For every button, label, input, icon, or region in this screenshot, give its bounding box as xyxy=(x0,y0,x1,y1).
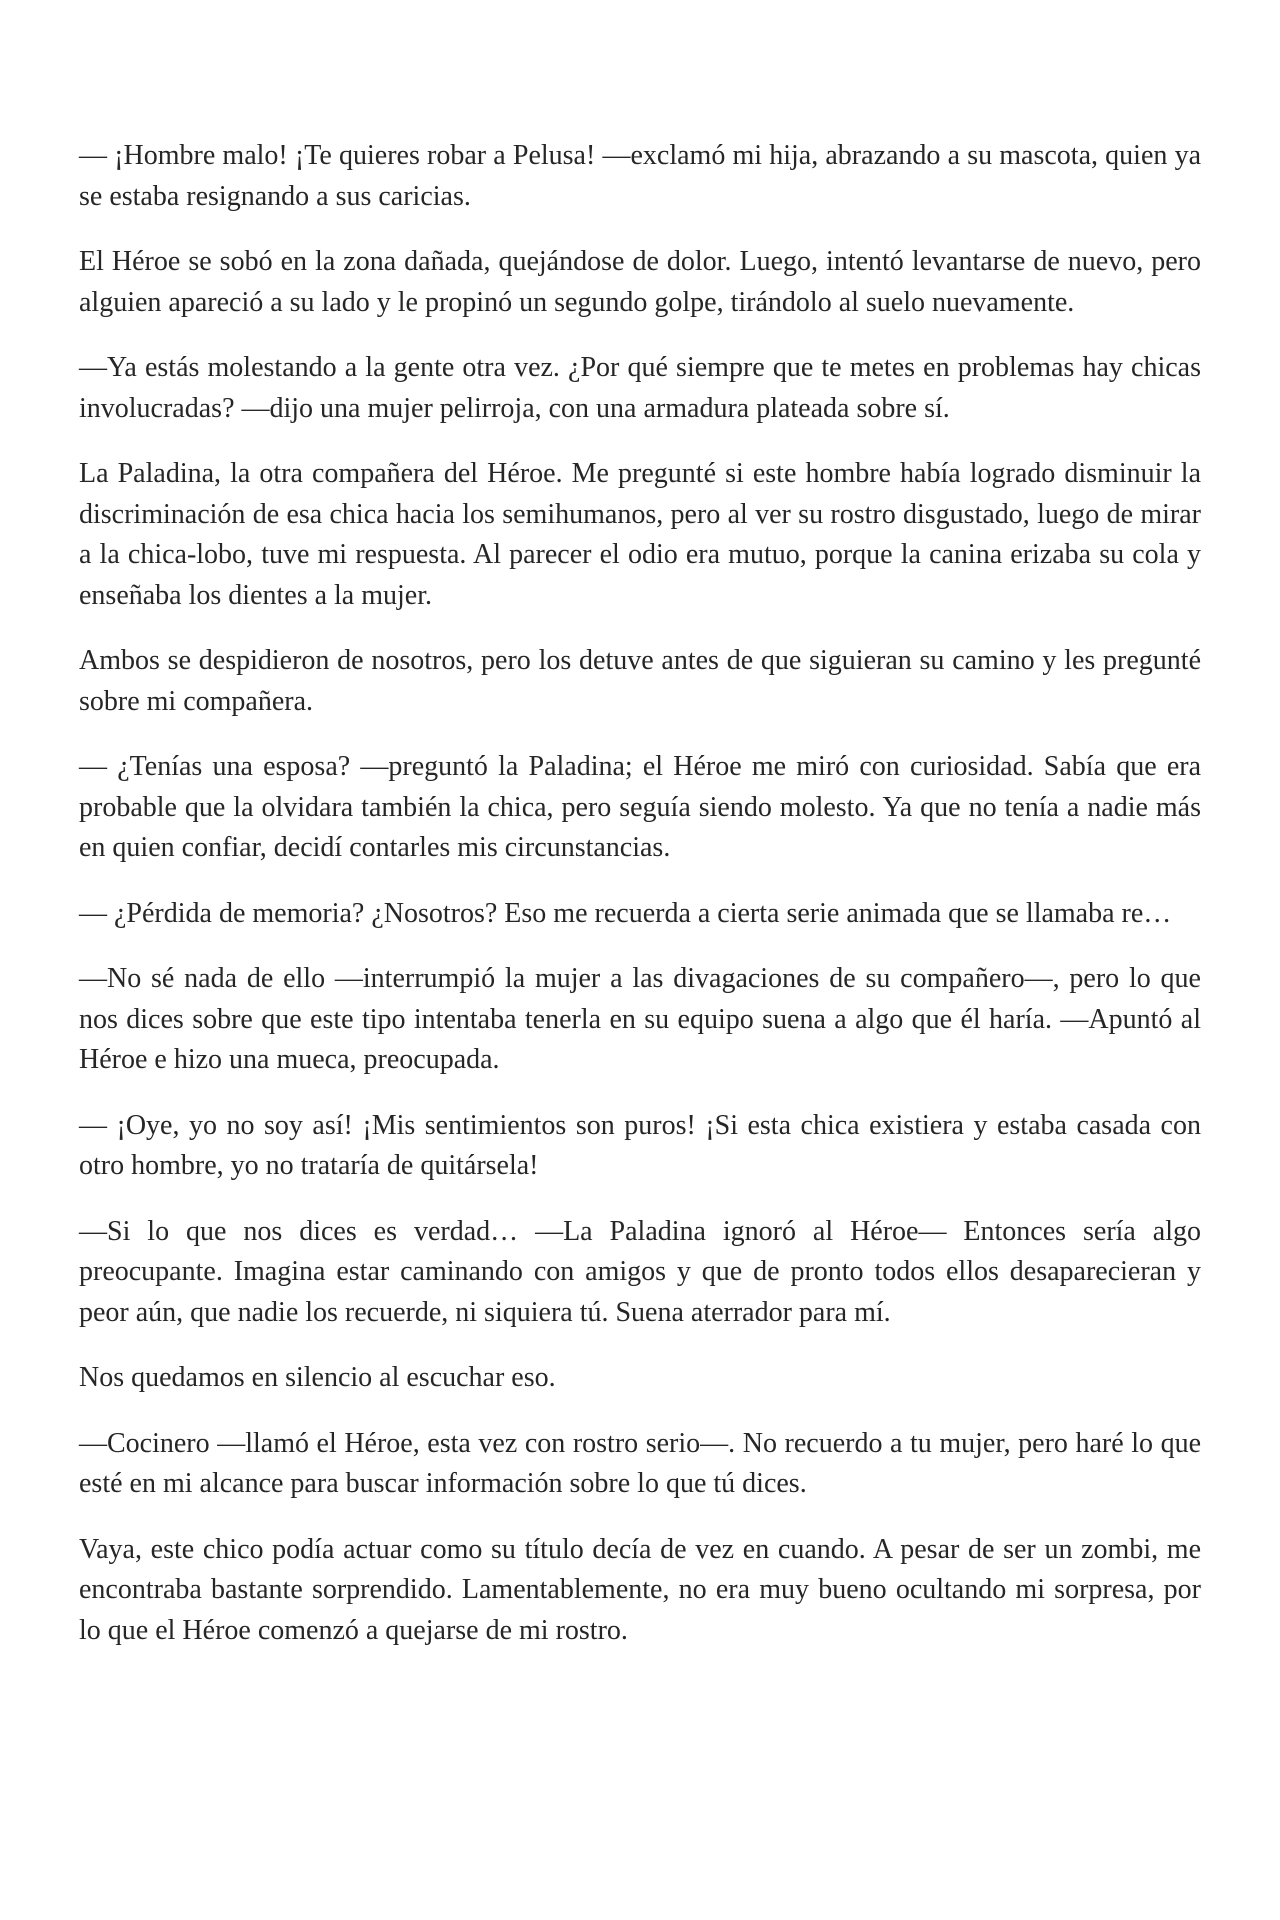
paragraph-11: Nos quedamos en silencio al escuchar eso. xyxy=(79,1362,556,1393)
paragraph-12: —Cocinero —llamó el Héroe, esta vez con rostro serio—. No recuerdo a tu mujer, pero haré lo que esté en mi alcance para buscar información sobre lo que tú dices. xyxy=(79,1427,1201,1499)
paragraph-13: Vaya, este chico podía actuar como su título decía de vez en cuando. A pesar de ser un zombi, me encontraba bastante sorprendido. Lamentablemente, no era muy bueno ocultando mi sorpresa, por lo que el Héroe comenzó a quejarse de mi rostro. xyxy=(79,1533,1201,1646)
paragraph-4: La Paladina, la otra compañera del Héroe. Me pregunté si este hombre había logrado disminuir la discriminación de esa chica hacia los semihumanos, pero al ver su rostro disgustado, luego de mirar a la chica-lobo, tuve mi respuesta. Al parecer el odio era mutuo, porque la canina erizaba su cola y enseñaba los dientes a la mujer. xyxy=(79,458,1201,611)
paragraph-3: —Ya estás molestando a la gente otra vez. ¿Por qué siempre que te metes en problemas hay chicas involucradas? —dijo una mujer pelirroja, con una armadura plateada sobre sí. xyxy=(79,352,1201,424)
paragraph-9: — ¡Oye, yo no soy así! ¡Mis sentimientos son puros! ¡Si esta chica existiera y estaba casada con otro hombre, yo no trataría de quitársela! xyxy=(79,1109,1201,1181)
paragraph-6: — ¿Tenías una esposa? —preguntó la Paladina; el Héroe me miró con curiosidad. Sabía que era probable que la olvidara también la chica, pero seguía siendo molesto. Ya que no tenía a nadie más en quien confiar, decidí contarles mis circunstancias. xyxy=(79,751,1201,863)
paragraph-5: Ambos se despidieron de nosotros, pero los detuve antes de que siguieran su camino y les pregunté sobre mi compañera. xyxy=(79,645,1201,717)
document-page xyxy=(79,136,1201,1676)
paragraph-8: —No sé nada de ello —interrumpió la mujer a las divagaciones de su compañero—, pero lo que nos dices sobre que este tipo intentaba tenerla en su equipo suena a algo que él haría. —Apuntó al Héroe e hizo una mueca, preocupada. xyxy=(79,963,1201,1075)
paragraph-10: —Si lo que nos dices es verdad… —La Paladina ignoró al Héroe— Entonces sería algo preocupante. Imagina estar caminando con amigos y que de pronto todos ellos desaparecieran y peor aún, que nadie los recuerde, ni siquiera tú. Suena aterrador para mí. xyxy=(79,1215,1201,1328)
paragraph-2: El Héroe se sobó en la zona dañada, quejándose de dolor. Luego, intentó levantarse de nuevo, pero alguien apareció a su lado y le propinó un segundo golpe, tirándolo al suelo nuevamente. xyxy=(79,246,1201,318)
paragraph-7: — ¿Pérdida de memoria? ¿Nosotros? Eso me recuerda a cierta serie animada que se llamaba re… xyxy=(79,897,1172,929)
paragraph-1: — ¡Hombre malo! ¡Te quieres robar a Pelusa! —exclamó mi hija, abrazando a su mascota, quien ya se estaba resignando a sus caricias. xyxy=(79,140,1201,212)
